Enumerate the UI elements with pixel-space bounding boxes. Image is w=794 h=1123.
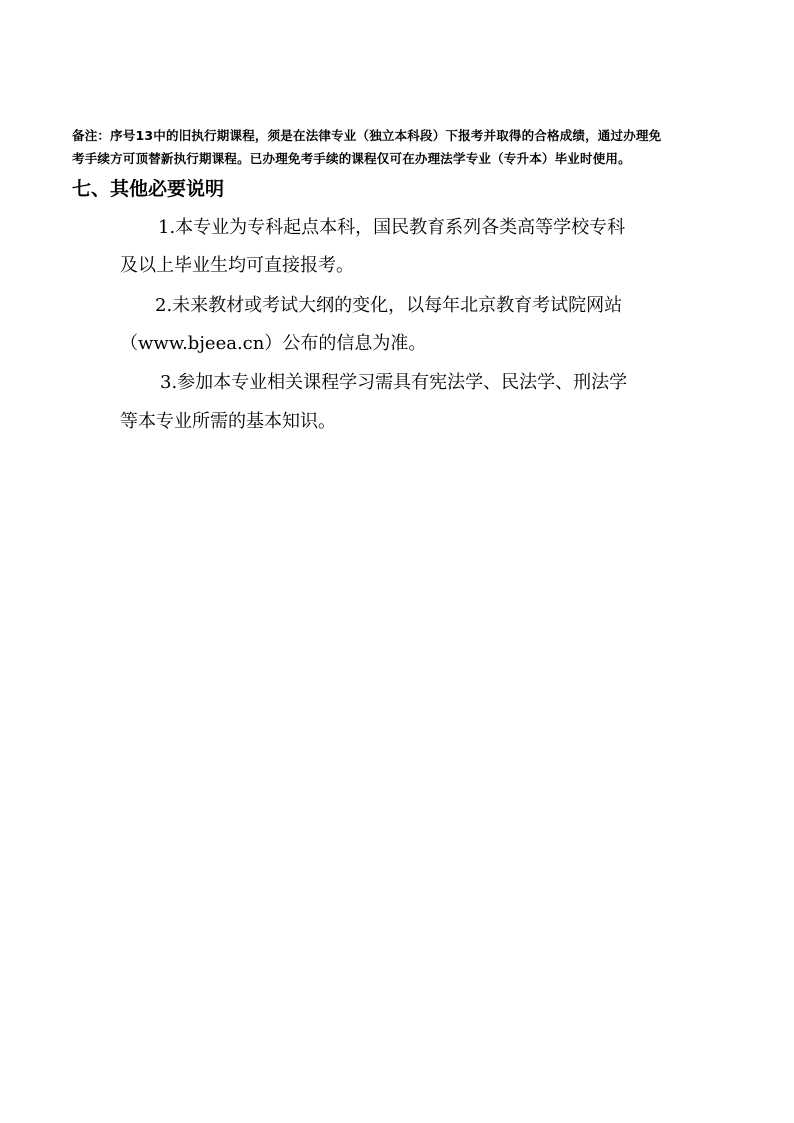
- item-2-line-2: （www.bjeea.cn）公布的信息为准。: [120, 333, 427, 354]
- remarks-note-line-1: 备注：序号13中的旧执行期课程，须是在法律专业（独立本科段）下报考并取得的合格成绩，通过办理免: [72, 128, 662, 143]
- item-3-line-1: 3.参加本专业相关课程学习需具有宪法学、民法学、刑法学: [160, 372, 628, 393]
- remarks-note: [72, 124, 732, 170]
- item-2-line-1: 2.未来教材或考试大纲的变化，以每年北京教育考试院网站: [155, 295, 623, 316]
- remarks-note-line-2: 考手续方可顶替新执行期课程。已办理免考手续的课程仅可在办理法学专业（专升本）毕业时使用。: [72, 151, 631, 166]
- item-1-line-1: 1.本专业为专科起点本科，国民教育系列各类高等学校专科: [158, 217, 626, 238]
- item-1-line-2: 及以上毕业生均可直接报考。: [120, 255, 354, 276]
- item-3-line-2: 等本专业所需的基本知识。: [120, 411, 336, 432]
- section-heading: 七、其他必要说明: [72, 178, 225, 200]
